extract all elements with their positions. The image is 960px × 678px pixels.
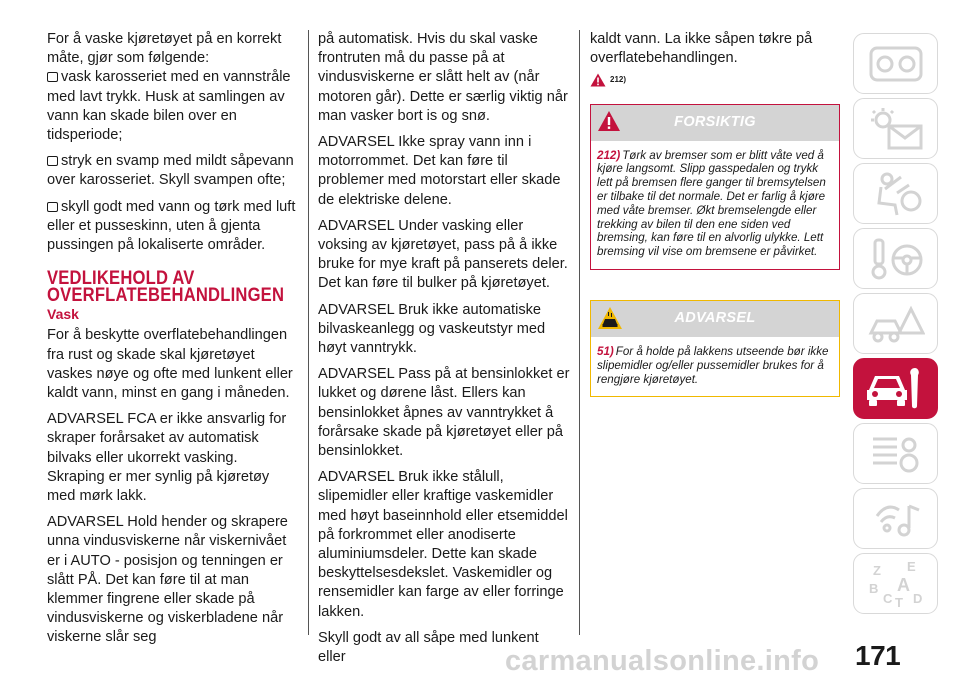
warning-number: 51) [597, 344, 614, 358]
checkbox-bullet-icon [47, 156, 58, 166]
svg-text:B: B [868, 580, 878, 596]
list-item [47, 198, 299, 256]
tab-dashboard[interactable] [853, 33, 938, 94]
warning-triangle-icon [590, 73, 606, 87]
reference-number: 212) [610, 75, 627, 85]
list-item-text: skyll godt med vann og tørk med luft eller et pusseskinn, uten å gjenta pussingen på lokaliserte områder. [47, 198, 296, 254]
warning-box [590, 300, 840, 397]
caution-box-header [591, 105, 839, 141]
caution-reference [590, 70, 840, 89]
text-column-3 [590, 30, 840, 409]
key-steering-wheel-icon [867, 236, 925, 282]
car-dashboard-icon [867, 42, 925, 86]
column-divider [308, 30, 309, 635]
warning-box-header [591, 301, 839, 337]
page-number: 171 [855, 640, 901, 671]
warning-triangle-icon [597, 110, 621, 132]
seat-airbag-icon [867, 171, 925, 217]
tab-maintenance[interactable] [853, 358, 938, 419]
caution-box-title: FORSIKTIG [674, 114, 756, 130]
paragraph: Skyll godt av all såpe med lunkent eller [318, 629, 539, 666]
tab-index[interactable] [853, 553, 938, 614]
crash-warning-triangle-icon [867, 301, 925, 347]
specs-gears-icon [867, 431, 925, 477]
warning-box-body [591, 337, 839, 396]
paragraph: ADVARSEL Ikke spray vann inn i motorrommet. Det kan føre til problemer med motorstart eller skade de elektriske delene. [318, 134, 561, 208]
list-item-text: stryk en svamp med mildt såpevann over karosseriet. Skyll svampen ofte; [47, 153, 294, 189]
tab-emergency[interactable] [853, 293, 938, 354]
paragraph: ADVARSEL FCA er ikke ansvarlig for skraper forårsaket av automatisk bilvaks eller ukorrekt vasking. Skraping er mer synlig på kjøretøy med mørk lakk. [47, 411, 287, 505]
caution-number: 212) [597, 148, 621, 162]
column-divider [579, 30, 580, 635]
intro-paragraph: For å vaske kjøretøyet på en korrekt måte, gjør som følgende: [47, 31, 282, 67]
svg-text:E: E [906, 558, 916, 574]
paragraph: ADVARSEL Bruk ikke automatiske bilvaskeanlegg og vaskeutstyr med høyt vanntrykk. [318, 301, 546, 357]
section-heading: VEDLIKEHOLD AV OVERFLATEBEHANDLINGEN [47, 266, 285, 307]
checkbox-bullet-icon [47, 202, 58, 212]
text-column-1 [47, 30, 299, 655]
car-wrench-icon [865, 366, 927, 412]
paragraph: ADVARSEL Pass på at bensinlokket er lukket og dørene låst. Ellers kan bensinlokket åpnes av vanntrykket å forårsake skade på kjøretøyet eller på bensinlokket. [318, 366, 570, 460]
svg-text:A: A [896, 574, 910, 595]
tab-starting-driving[interactable] [853, 228, 938, 289]
caution-box [590, 104, 840, 270]
watermark: carmanualsonline.info [505, 645, 820, 677]
lights-message-icon [867, 106, 925, 152]
list-item-text: vask karosseriet med en vannstråle med lavt trykk. Husk at samlingen av vann kan skade bilen over en tidsperiode; [47, 69, 291, 144]
paragraph: på automatisk. Hvis du skal vaske frontruten må du passe på at vindusviskerne er slått helt av (når motoren går). Dette er særlig viktig når man vasker bort is og snø. [318, 31, 568, 124]
caution-box-body [591, 141, 839, 269]
multimedia-icon [867, 496, 925, 542]
tab-lights[interactable] [853, 98, 938, 159]
alphabet-index-icon [865, 559, 927, 609]
tab-technical-data[interactable] [853, 423, 938, 484]
chapter-tabs [853, 33, 938, 618]
svg-text:C: C [882, 590, 892, 606]
list-item [47, 152, 299, 190]
warning-text: For å holde på lakkens utseende bør ikke slipemidler og/eller pussemidler brukes for å rengjøre kjøretøyet. [597, 344, 829, 386]
paragraph: For å beskytte overflatebehandlingen fra rust og skade skal kjøretøyet vaskes nøye og ofte med lunkent eller kaldt vann, minst en gang i måneden. [47, 327, 293, 402]
list-item [47, 68, 299, 145]
paragraph: ADVARSEL Hold hender og skrapere unna vindusviskerne når viskernivået er i AUTO - posisjon og tenningen er slått PÅ. Det kan føre til at man klemmer fingrene eller skade på vindusviskerne og viskerbladene når viskerne slår seg [47, 514, 288, 646]
tab-safety[interactable] [853, 163, 938, 224]
svg-text:T: T [894, 594, 903, 609]
car-wash-icon [597, 306, 623, 330]
warning-box-title: ADVARSEL [674, 310, 756, 327]
svg-text:D: D [912, 590, 922, 606]
checkbox-bullet-icon [47, 72, 58, 82]
text-column-2 [318, 30, 570, 674]
paragraph: kaldt vann. La ikke såpen tøkre på overflatebehandlingen. [590, 31, 813, 67]
sub-heading: Vask [47, 306, 79, 323]
paragraph: ADVARSEL Under vasking eller voksing av kjøretøyet, pass på å ikke bruke for mye kraft på panserets deler. Det kan føre til bulker på kjøretøyet. [318, 217, 568, 292]
caution-text: Tørk av bremser som er blitt våte ved å kjøre langsomt. Slipp gasspedalen og trykk lett på bremsen flere ganger til bremsytelsen er tilbake til det normale. Det er farlig å kjøre med våte bremser. Økt bremselengde eller trekking av bilen til den ene siden ved bremsing, kan føre til en alvorlig ulykke. Lett bremsing vil vise om bremsene er påvirket. [597, 148, 826, 259]
paragraph: ADVARSEL Bruk ikke stålull, slipemidler eller kraftige vaskemidler med høyt baseinnhold eller etsemiddel på forkrommet eller anodiserte aluminiumsdeler. Dette kan skade beskyttelsesdekslet. Vaskemidler og rensemidler kan farge av eller forringe lakken. [318, 469, 568, 620]
tab-multimedia[interactable] [853, 488, 938, 549]
svg-text:Z: Z [872, 562, 881, 578]
